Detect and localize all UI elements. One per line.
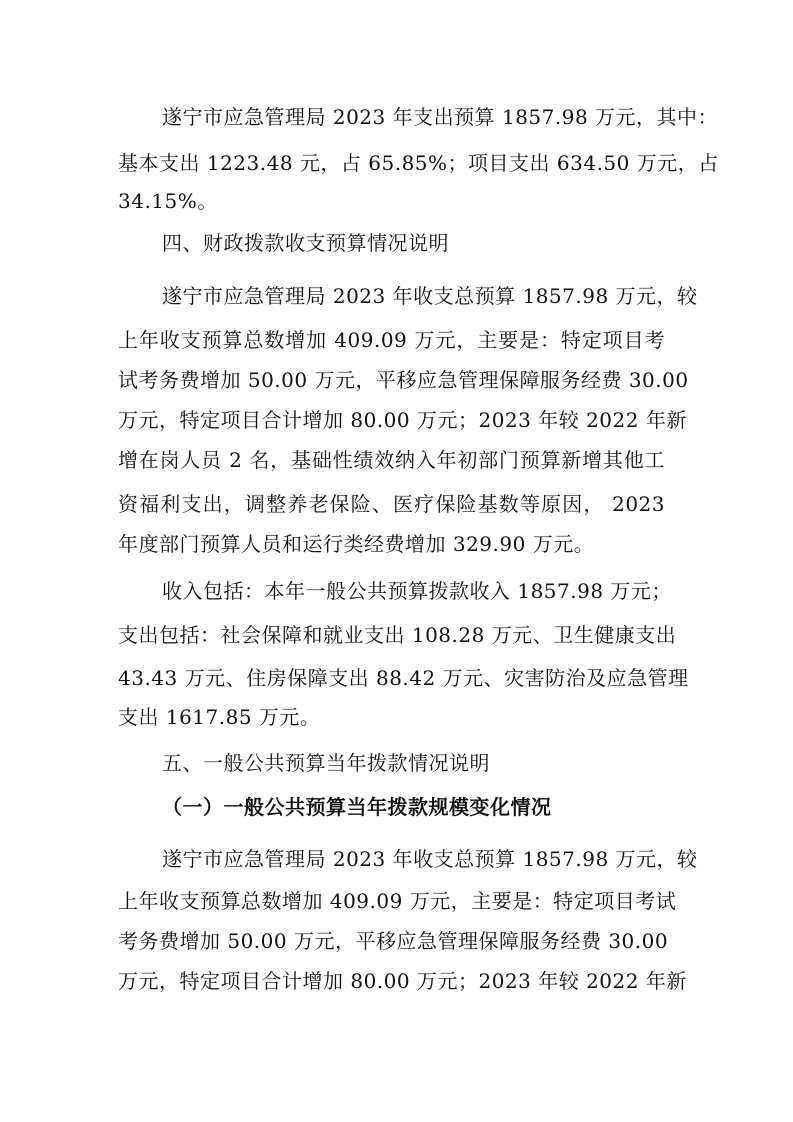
subsection-heading: （一）一般公共预算当年拨款规模变化情况 — [162, 795, 552, 819]
paragraph-line: 年度部门预算人员和运行类经费增加 329.90 万元。 — [118, 532, 595, 556]
paragraph-line: 支出 1617.85 万元。 — [118, 705, 321, 729]
paragraph-line: 万元，特定项目合计增加 80.00 万元；2023 年较 2022 年新 — [118, 969, 687, 993]
paragraph-line: 收入包括：本年一般公共预算拨款收入 1857.98 万元； — [162, 579, 672, 603]
paragraph-line: 试考务费增加 50.00 万元，平移应急管理保障服务经费 30.00 — [118, 368, 689, 392]
paragraph-line: 上年收支预算总数增加 409.09 万元，主要是：特定项目考试 — [118, 889, 677, 913]
paragraph-line: 43.43 万元、住房保障支出 88.42 万元、灾害防治及应急管理 — [118, 666, 689, 690]
section-heading: 四、财政拨款收支预算情况说明 — [162, 231, 449, 255]
paragraph-line: 资福利支出，调整养老保险、医疗保险基数等原因， 2023 — [118, 492, 665, 516]
paragraph-line: 基本支出 1223.48 元，占 65.85%；项目支出 634.50 万元，占 — [118, 151, 719, 175]
paragraph-line: 遂宁市应急管理局 2023 年支出预算 1857.98 万元，其中： — [162, 105, 719, 129]
paragraph-line: 增在岗人员 2 名，基础性绩效纳入年初部门预算新增其他工 — [118, 448, 665, 472]
paragraph-line: 遂宁市应急管理局 2023 年收支总预算 1857.98 万元，较 — [162, 284, 698, 308]
section-heading: 五、一般公共预算当年拨款情况说明 — [162, 751, 490, 775]
paragraph-line: 遂宁市应急管理局 2023 年收支总预算 1857.98 万元，较 — [162, 847, 698, 871]
paragraph-line: 支出包括：社会保障和就业支出 108.28 万元、卫生健康支出 — [118, 623, 677, 647]
paragraph-line: 考务费增加 50.00 万元，平移应急管理保障服务经费 30.00 — [118, 929, 669, 953]
paragraph-line: 万元，特定项目合计增加 80.00 万元；2023 年较 2022 年新 — [118, 408, 687, 432]
paragraph-line: 上年收支预算总数增加 409.09 万元，主要是：特定项目考 — [118, 328, 665, 352]
paragraph-line: 34.15%。 — [118, 189, 218, 213]
